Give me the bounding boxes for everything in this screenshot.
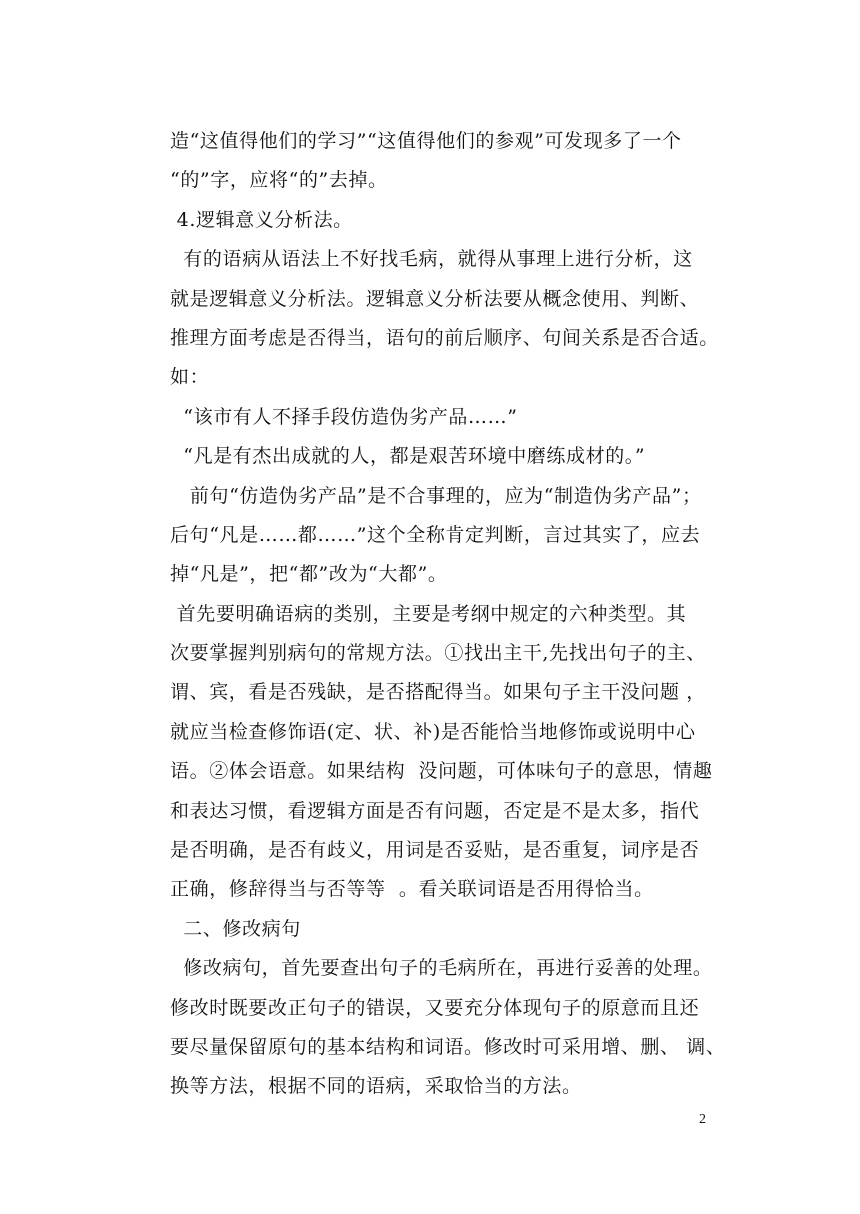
text-line: 4.逻辑意义分析法。 [170,208,353,231]
text-line: “凡是有杰出成就的人，都是艰苦环境中磨练成材的。” [170,445,646,468]
text-line: “的”字，应将“的”去掉。 [170,169,388,192]
text-line: 推理方面考虑是否得当，语句的前后顺序、句间关系是否合适。 [170,326,719,349]
text-line: 就应当检查修饰语(定、状、补)是否能恰当地修饰或说明中心 [170,720,696,743]
text-line: 如： [170,366,210,389]
text-line: 修改病句，首先要查出句子的毛病所在，再进行妥善的处理。 [170,957,713,980]
text-line: 前句“仿造伪劣产品”是不合事理的，应为“制造伪劣产品”； [170,484,702,507]
text-line: 正确，修辞得当与否等等 。看关联词语是否用得恰当。 [170,878,654,901]
page-number: 2 [699,1112,706,1127]
text-line: 修改时既要改正句子的错误，又要充分体现句子的原意而且还 [170,996,700,1019]
text-line: 谓、宾，看是否残缺，是否搭配得当。如果句子主干没问题 ， [170,681,706,704]
document-body [170,122,726,1107]
text-line: 二、修改病句 [170,917,301,940]
text-line: “该市有人不择手段仿造伪劣产品……” [170,405,518,428]
text-line: 次要掌握判别病句的常规方法。①找出主干,先找出句子的主、 [170,642,706,665]
text-line: 就是逻辑意义分析法。逻辑意义分析法要从概念使用、判断、 [170,287,700,310]
text-line: 掉“凡是”，把“都”改为“大都”。 [170,563,448,586]
text-line: 造“这值得他们的学习”“这值得他们的参观”可发现多了一个 [170,130,682,152]
text-line: 要尽量保留原句的基本结构和词语。修改时可采用增、删、 调、 [170,1035,726,1058]
text-line: 是否明确，是否有歧义，用词是否妥贴，是否重复，词序是否 [170,839,700,862]
text-line: 有的语病从语法上不好找毛病，就得从事理上进行分析，这 [170,248,693,271]
text-line: 换等方法，根据不同的语病，采取恰当的方法。 [170,1075,582,1098]
text-line: 首先要明确语病的类别，主要是考纲中规定的六种类型。其 [170,602,687,625]
text-line: 后句“凡是……都……”这个全称肯定判断，言过其实了，应去 [170,523,701,546]
text-line: 语。②体会语意。如果结构 没问题，可体味句子的意思，情趣 [170,760,713,783]
text-line: 和表达习惯，看逻辑方面是否有问题，否定是不是太多，指代 [170,799,700,822]
